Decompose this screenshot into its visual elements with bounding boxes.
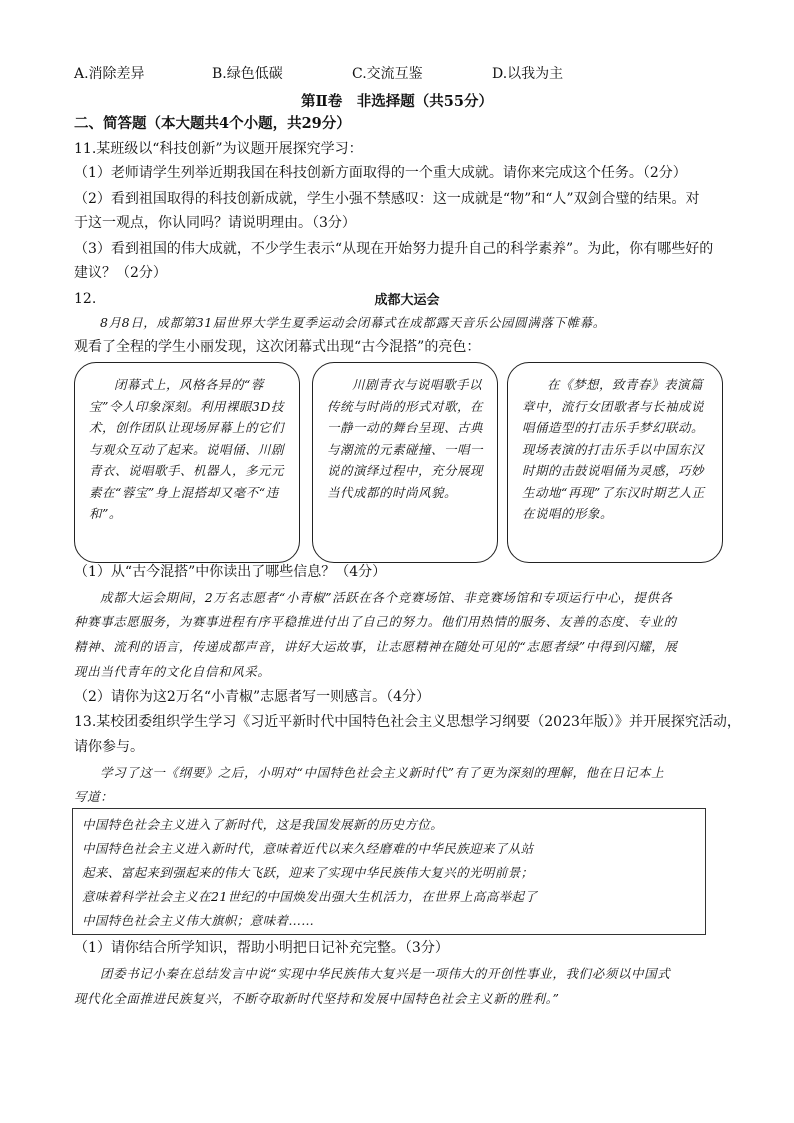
q13-summary-line2: 现代化全面推进民族复兴，不断夺取新时代坚持和发展中国特色社会主义新的胜利。” — [74, 991, 560, 1006]
diary-line: 中国特色社会主义进入了新时代，这是我国发展新的历史方位。 — [82, 817, 444, 832]
q11-part1: （1）老师请学生列举近期我国在科技创新方面取得的一个重大成就。请你来完成这个任务。（2分） — [74, 165, 687, 181]
bubble-2-text: 川剧青衣与说唱歌手以传统与时尚的形式对歌，在一静一动的舞台呈现、古典与潮流的元素碰撞、一唱一说的演绎过程中，充分展现当代成都的时尚风貌。 — [327, 377, 484, 500]
q12-title: 成都大运会 — [374, 293, 440, 308]
diary-line: 意味着科学社会主义在21世纪的中国焕发出强大生机活力，在世界上高高举起了 — [82, 889, 538, 904]
q13-intro-line1: 学习了这一《纲要》之后，小明对“中国特色社会主义新时代”有了更为深刻的理解，他在日记本上 — [100, 765, 665, 780]
q11-part3-line1: （3）看到祖国的伟大成就，不少学生表示“从现在开始努力提升自己的科学素养”。为此，你有哪些好的 — [74, 241, 714, 257]
q12-material-line3: 精神、流利的语言，传递成都声音，讲好大运故事，让志愿精神在随处可见的“志愿者绿”中得到闪耀，展 — [74, 639, 678, 654]
speech-bubble-3 — [507, 362, 723, 563]
bubble-3-text: 在《梦想，致青春》表演篇章中，流行女团歌者与长袖成说唱俑造型的打击乐手梦幻联动。现场表演的打击乐手以中国东汉时期的击鼓说唱俑为灵感，巧妙生动地“再现”了东汉时期艺人正在说唱的形象。 — [522, 377, 705, 521]
q11-stem: 11.某班级以“科技创新”为议题开展探究学习： — [74, 141, 363, 157]
q11-part2-line2: 于这一观点，你认同吗？请说明理由。（3分） — [74, 215, 356, 231]
section2-title: 二、简答题（本大题共4个小题，共29分） — [74, 115, 351, 132]
q12-intro: 8月8日，成都第31届世界大学生夏季运动会闭幕式在成都露天音乐公园圆满落下帷幕。 — [100, 315, 606, 330]
q13-stem-line1: 13.某校团委组织学生学习《习近平新时代中国特色社会主义思想学习纲要（2023年版）》并开展探究活动， — [74, 714, 741, 730]
option-a: A.消除差异 — [74, 66, 145, 82]
bubble-1-text: 闭幕式上，风格各异的“蓉宝”令人印象深刻。利用裸眼3D技术，创作团队让现场屏幕上的它们与观众互动了起来。说唱俑、川剧青衣、说唱歌手、机器人，多元元素在“蓉宝”身上混搭却又毫不“违和”。 — [89, 377, 285, 521]
diary-box — [72, 808, 706, 935]
q13-summary-line1: 团委书记小秦在总结发言中说“实现中华民族伟大复兴是一项伟大的开创性事业，我们必须以中国式 — [100, 966, 671, 981]
q12-material-line2: 种赛事志愿服务，为赛事进程有序平稳推进付出了自己的努力。他们用热情的服务、友善的态度、专业的 — [74, 614, 677, 629]
q11-part3-line2: 建议？（2分） — [74, 265, 167, 281]
diary-line: 中国特色社会主义进入新时代，意味着近代以来久经磨难的中华民族迎来了从站 — [82, 841, 534, 856]
option-b: B.绿色低碳 — [212, 66, 283, 82]
diary-line: 中国特色社会主义伟大旗帜；意味着…… — [82, 913, 315, 928]
q12-number: 12. — [74, 291, 97, 307]
option-c: C.交流互鉴 — [352, 66, 423, 82]
q13-stem-line2: 请你参与。 — [74, 739, 144, 755]
q13-part1: （1）请你结合所学知识，帮助小明把日记补充完整。（3分） — [74, 940, 449, 956]
option-d: D.以我为主 — [492, 66, 564, 82]
q13-intro-line2: 写道： — [74, 789, 114, 804]
speech-bubble-1 — [74, 362, 300, 563]
speech-bubble-2 — [312, 362, 498, 563]
diary-line: 起来、富起来到强起来的伟大飞跃，迎来了实现中华民族伟大复兴的光明前景； — [82, 865, 534, 880]
part2-title: 第Ⅱ卷 非选择题（共55分） — [301, 93, 493, 110]
q12-part1: （1）从“古今混搭”中你读出了哪些信息？（4分） — [74, 564, 387, 580]
q12-part2: （2）请你为这2万名“小青椒”志愿者写一则感言。（4分） — [74, 689, 431, 705]
q12-material-line1: 成都大运会期间，2万名志愿者“小青椒”活跃在各个竞赛场馆、非竞赛场馆和专项运行中心，提供各 — [100, 590, 673, 605]
q12-lead: 观看了全程的学生小丽发现，这次闭幕式出现“古今混搭”的亮色： — [74, 339, 481, 355]
q12-material-line4: 现出当代青年的文化自信和风采。 — [74, 664, 271, 679]
q11-part2-line1: （2）看到祖国取得的科技创新成就，学生小强不禁感叹：这一成就是“物”和“人”双剑合璧的结果。对 — [74, 191, 700, 207]
